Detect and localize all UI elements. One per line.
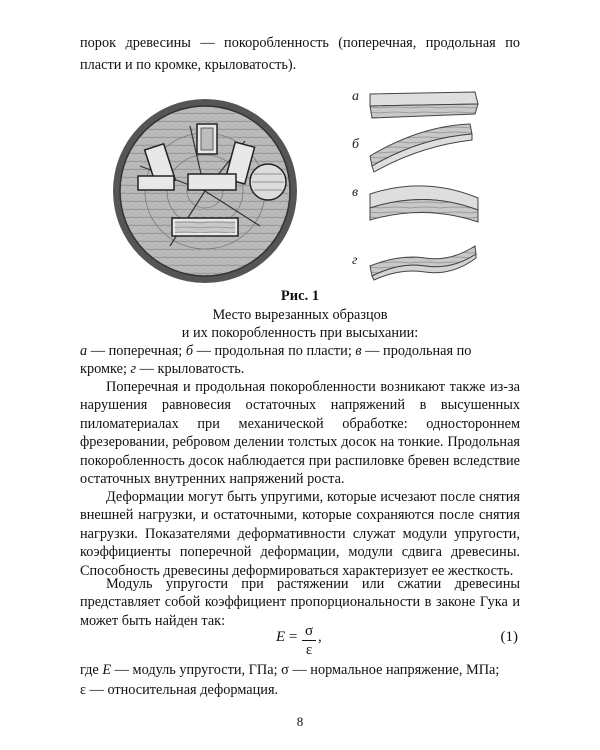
legend-text-g: — крыловатость.: [136, 361, 245, 377]
label-v: в: [352, 185, 359, 200]
formula-1: [80, 623, 520, 659]
label-a: а: [352, 89, 359, 104]
formula-explanation: [80, 660, 520, 700]
formula-equals: =: [285, 629, 298, 645]
formula-expression: [276, 629, 297, 646]
figure-caption-line-1: Место вырезанных образцов: [212, 307, 388, 323]
legend-key-v: в: [355, 343, 362, 359]
legend-key-g: г: [130, 361, 137, 377]
figure-caption-legend: [80, 342, 480, 378]
legend-text-v: — продольная по кромке;: [80, 343, 472, 377]
paragraph-2: Деформации могут быть упругими, которые исчезают после снятия внешней нагрузки, и остаточными, которые сохраняются после снятия нагрузки. Показателями деформативности служат модули упругости, коэффициенты поперечной деформации, модули сдвига древесины. Способность древесины деформироваться характеризует ее жесткость.: [80, 489, 520, 579]
intro-text: порок древесины — покоробленность (поперечная, продольная по пласти и по кромке, крыловатость).: [80, 35, 520, 73]
board-b: [352, 124, 472, 172]
where-e-text: — модуль упругости, ГПа; σ — нормальное напряжение, МПа;: [111, 662, 500, 678]
board-a: [352, 89, 478, 118]
paragraph-1: Поперечная и продольная покоробленности возникают также из-за нарушения равновесия остаточных напряжений в высушенных пиломатериалах при механической обработке: одностороннем фрезеровании, ребровом делении толстых досок на тонкие. Продольная покоробленность досок наблюдается при распиловке бревен вследствие остаточных внутренних напряжений роста.: [80, 379, 520, 488]
where-eps-text: ε — относительная деформация.: [80, 682, 279, 698]
figure-1: [80, 86, 520, 286]
figure-caption-line-2: и их покоробленность при высыхании:: [181, 325, 419, 341]
figure-caption-title: Рис. 1: [280, 288, 320, 304]
legend-text-b: — продольная по пласти;: [193, 343, 356, 359]
formula-denominator: ε: [305, 642, 313, 658]
formula-fraction: [302, 623, 316, 658]
fraction-bar: [302, 640, 316, 641]
formula-numerator: σ: [304, 623, 314, 639]
legend-key-b: б: [185, 343, 194, 359]
where-e-symbol: E: [102, 662, 112, 678]
figure-illustration: [80, 86, 520, 286]
legend-text-a: — поперечная;: [87, 343, 186, 359]
label-b: б: [352, 137, 360, 152]
board-v: [352, 185, 478, 222]
page-number: 8: [296, 714, 304, 729]
where-prefix: где: [80, 662, 103, 678]
legend-key-a: а: [80, 343, 88, 359]
board-g: [352, 246, 476, 280]
paragraph-3: Модуль упругости при растяжении или сжатии древесины представляет собой коэффициент пропорциональности в законе Гука и может быть найден так:: [80, 576, 520, 629]
formula-number: (1): [500, 629, 518, 645]
log-cross-section: [113, 99, 297, 283]
label-g: г: [352, 253, 358, 268]
formula-lhs: E: [276, 629, 286, 645]
formula-comma: ,: [318, 629, 322, 645]
